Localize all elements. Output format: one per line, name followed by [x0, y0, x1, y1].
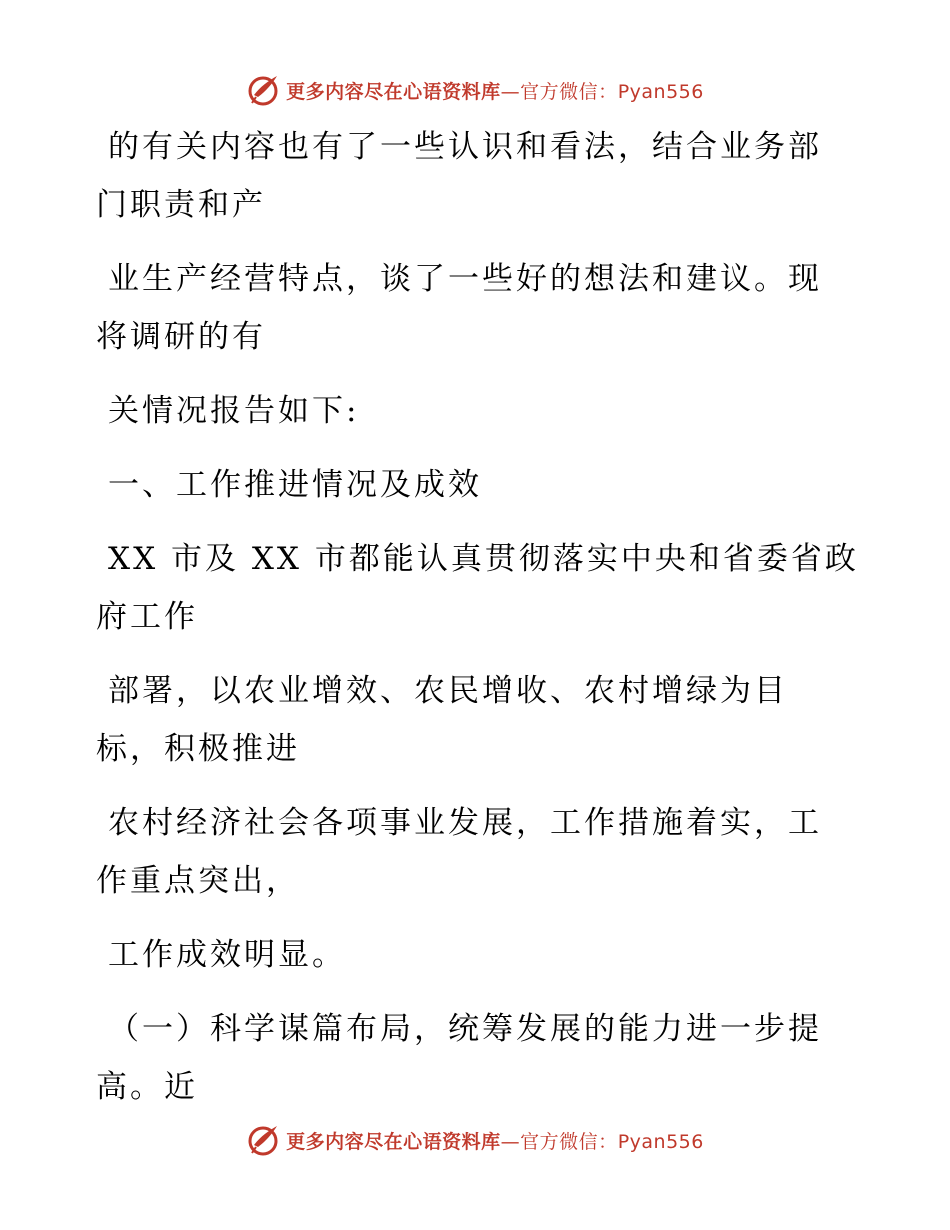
watermark-wechat-label: 官方微信： — [520, 1130, 618, 1153]
watermark-site-name: 更多内容尽在心语资料库 — [286, 1130, 501, 1153]
watermark-text — [286, 77, 704, 104]
paragraph-8 — [96, 926, 856, 984]
paragraph-line: 工作成效明显。 — [108, 937, 346, 973]
watermark-separator: — — [500, 80, 521, 103]
paragraph-line: 作重点突出， — [96, 863, 300, 899]
paragraph-line: 门职责和产 — [96, 187, 266, 223]
watermark-separator: — — [500, 1130, 521, 1153]
footer-watermark-banner — [0, 1120, 950, 1160]
paragraph-line: 标，积极推进 — [96, 731, 300, 767]
paragraph-1 — [96, 118, 856, 234]
watermark-text — [286, 1127, 704, 1154]
paragraph-line: XX 市及 XX 市都能认真贯彻落实中央和省委省政 — [108, 541, 859, 577]
paragraph-line: 关情况报告如下: — [108, 393, 360, 429]
watermark-wechat-id: Pyan556 — [617, 80, 704, 103]
header-watermark-banner — [0, 70, 950, 110]
paragraph-7 — [96, 794, 856, 910]
watermark-wechat-id: Pyan556 — [617, 1130, 704, 1153]
paragraph-line: 的有关内容也有了一些认识和看法，结合业务部 — [108, 129, 822, 165]
watermark-wechat-label: 官方微信： — [520, 80, 618, 103]
paragraph-line: 将调研的有 — [96, 319, 266, 355]
paragraph-6 — [96, 662, 856, 778]
quill-circle-logo-icon — [246, 73, 280, 107]
paragraph-line: 府工作 — [96, 599, 198, 635]
paragraph-3 — [96, 382, 856, 440]
paragraph-line: （一）科学谋篇布局，统筹发展的能力进一步提 — [108, 1011, 822, 1047]
paragraph-line: 一、工作推进情况及成效 — [108, 467, 482, 503]
paragraph-5 — [96, 530, 859, 646]
document-body — [96, 118, 859, 1132]
paragraph-line: 农村经济社会各项事业发展，工作措施着实，工 — [108, 805, 822, 841]
paragraph-line: 业生产经营特点，谈了一些好的想法和建议。现 — [108, 261, 822, 297]
quill-circle-logo-icon — [246, 1123, 280, 1157]
subsection-heading — [96, 1000, 856, 1116]
paragraph-line: 高。近 — [96, 1069, 198, 1105]
watermark-site-name: 更多内容尽在心语资料库 — [286, 80, 501, 103]
paragraph-2 — [96, 250, 856, 366]
paragraph-line: 部署，以农业增效、农民增收、农村增绿为目 — [108, 673, 788, 709]
section-heading — [96, 456, 856, 514]
